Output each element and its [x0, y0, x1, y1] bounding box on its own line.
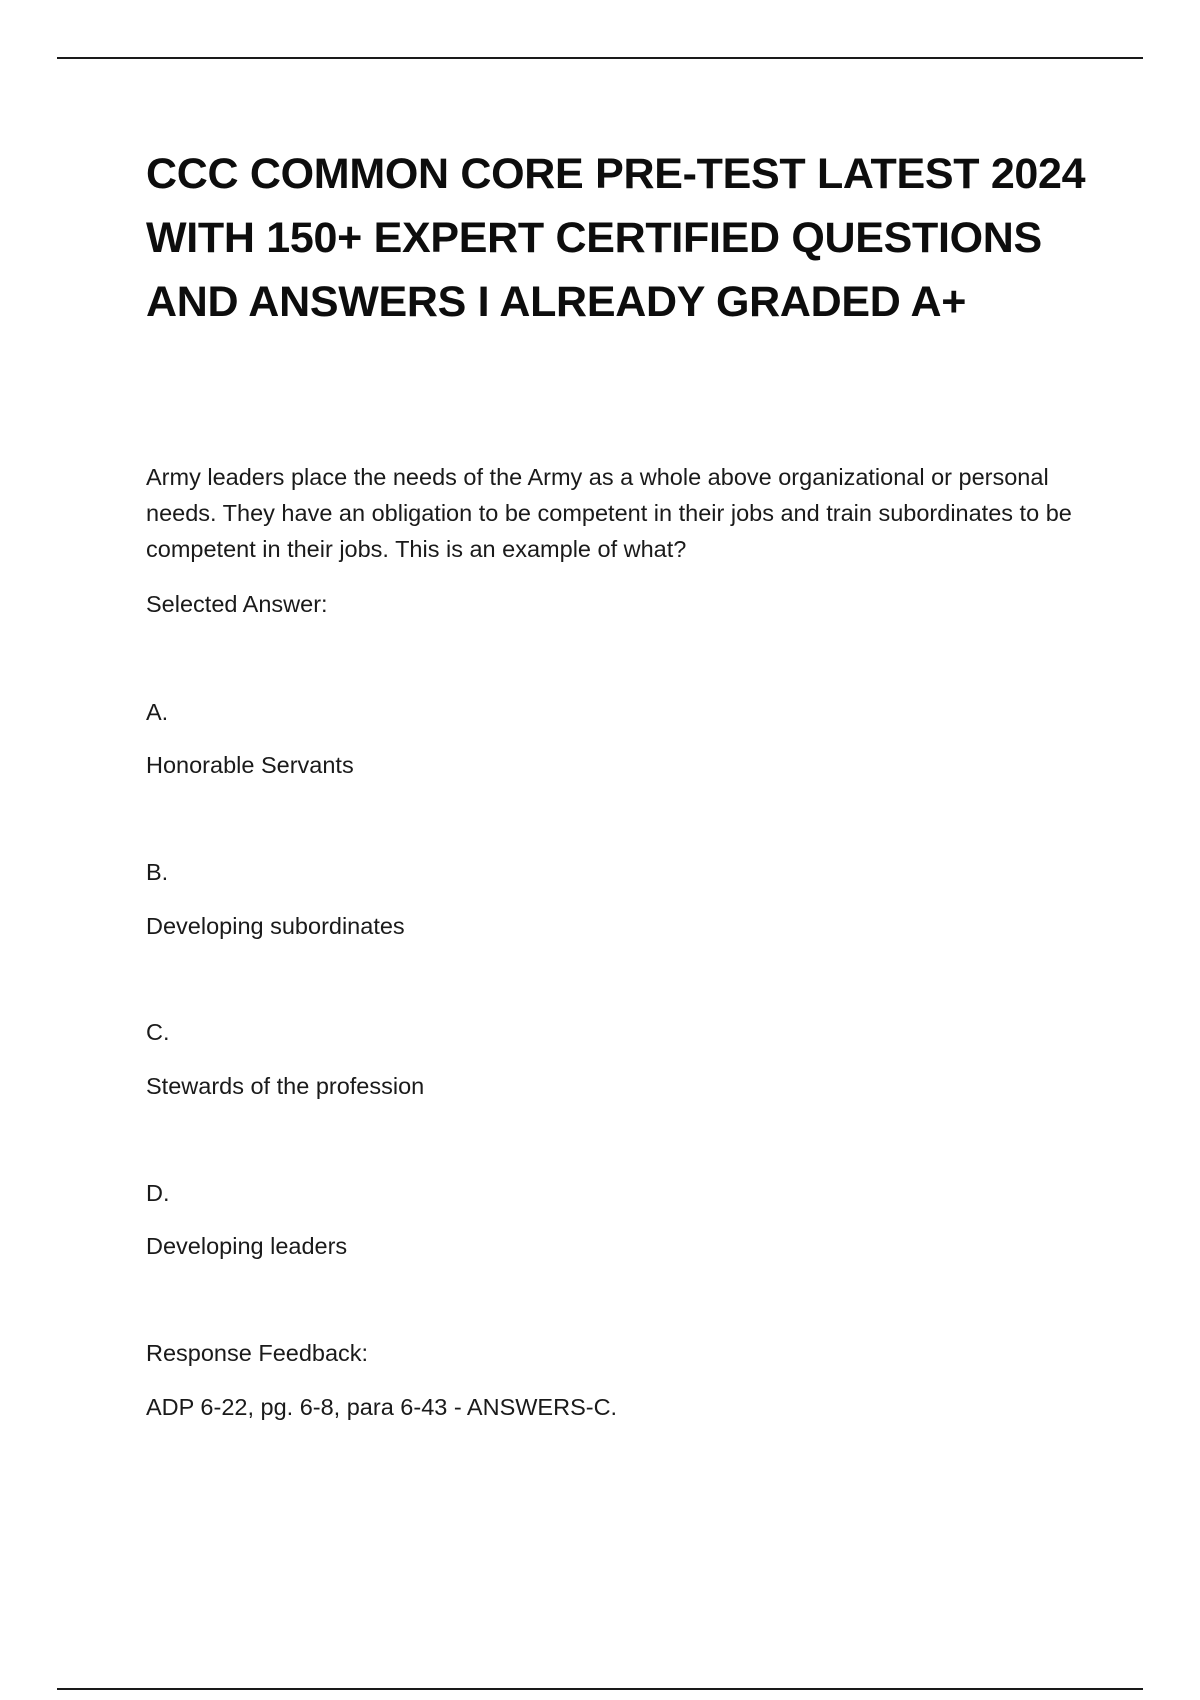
option-b-letter: B.	[146, 859, 169, 885]
page-title: CCC COMMON CORE PRE-TEST LATEST 2024 WITH 150+ EXPERT CERTIFIED QUESTIONS AND ANSWERS I ALREADY GRADED A+	[146, 150, 1086, 326]
bottom-rule	[57, 1688, 1143, 1690]
response-feedback-label: Response Feedback:	[146, 1340, 369, 1366]
option-a-text: Honorable Servants	[146, 752, 354, 778]
option-d-text: Developing leaders	[146, 1233, 348, 1259]
option-d-letter: D.	[146, 1180, 170, 1206]
option-a-letter: A.	[146, 699, 169, 725]
option-c-text: Stewards of the profession	[146, 1073, 425, 1099]
question-text: Army leaders place the needs of the Army as a whole above organizational or personal needs. They have an obligation to be competent in their jobs and train subordinates to be competent in their jobs. This is an example of what?	[146, 464, 1072, 562]
option-c-letter: C.	[146, 1019, 170, 1045]
selected-answer-label: Selected Answer:	[146, 591, 328, 617]
top-rule	[57, 57, 1143, 59]
option-b-text: Developing subordinates	[146, 913, 405, 939]
response-feedback-text: ADP 6-22, pg. 6-8, para 6-43 - ANSWERS-C.	[146, 1394, 618, 1420]
